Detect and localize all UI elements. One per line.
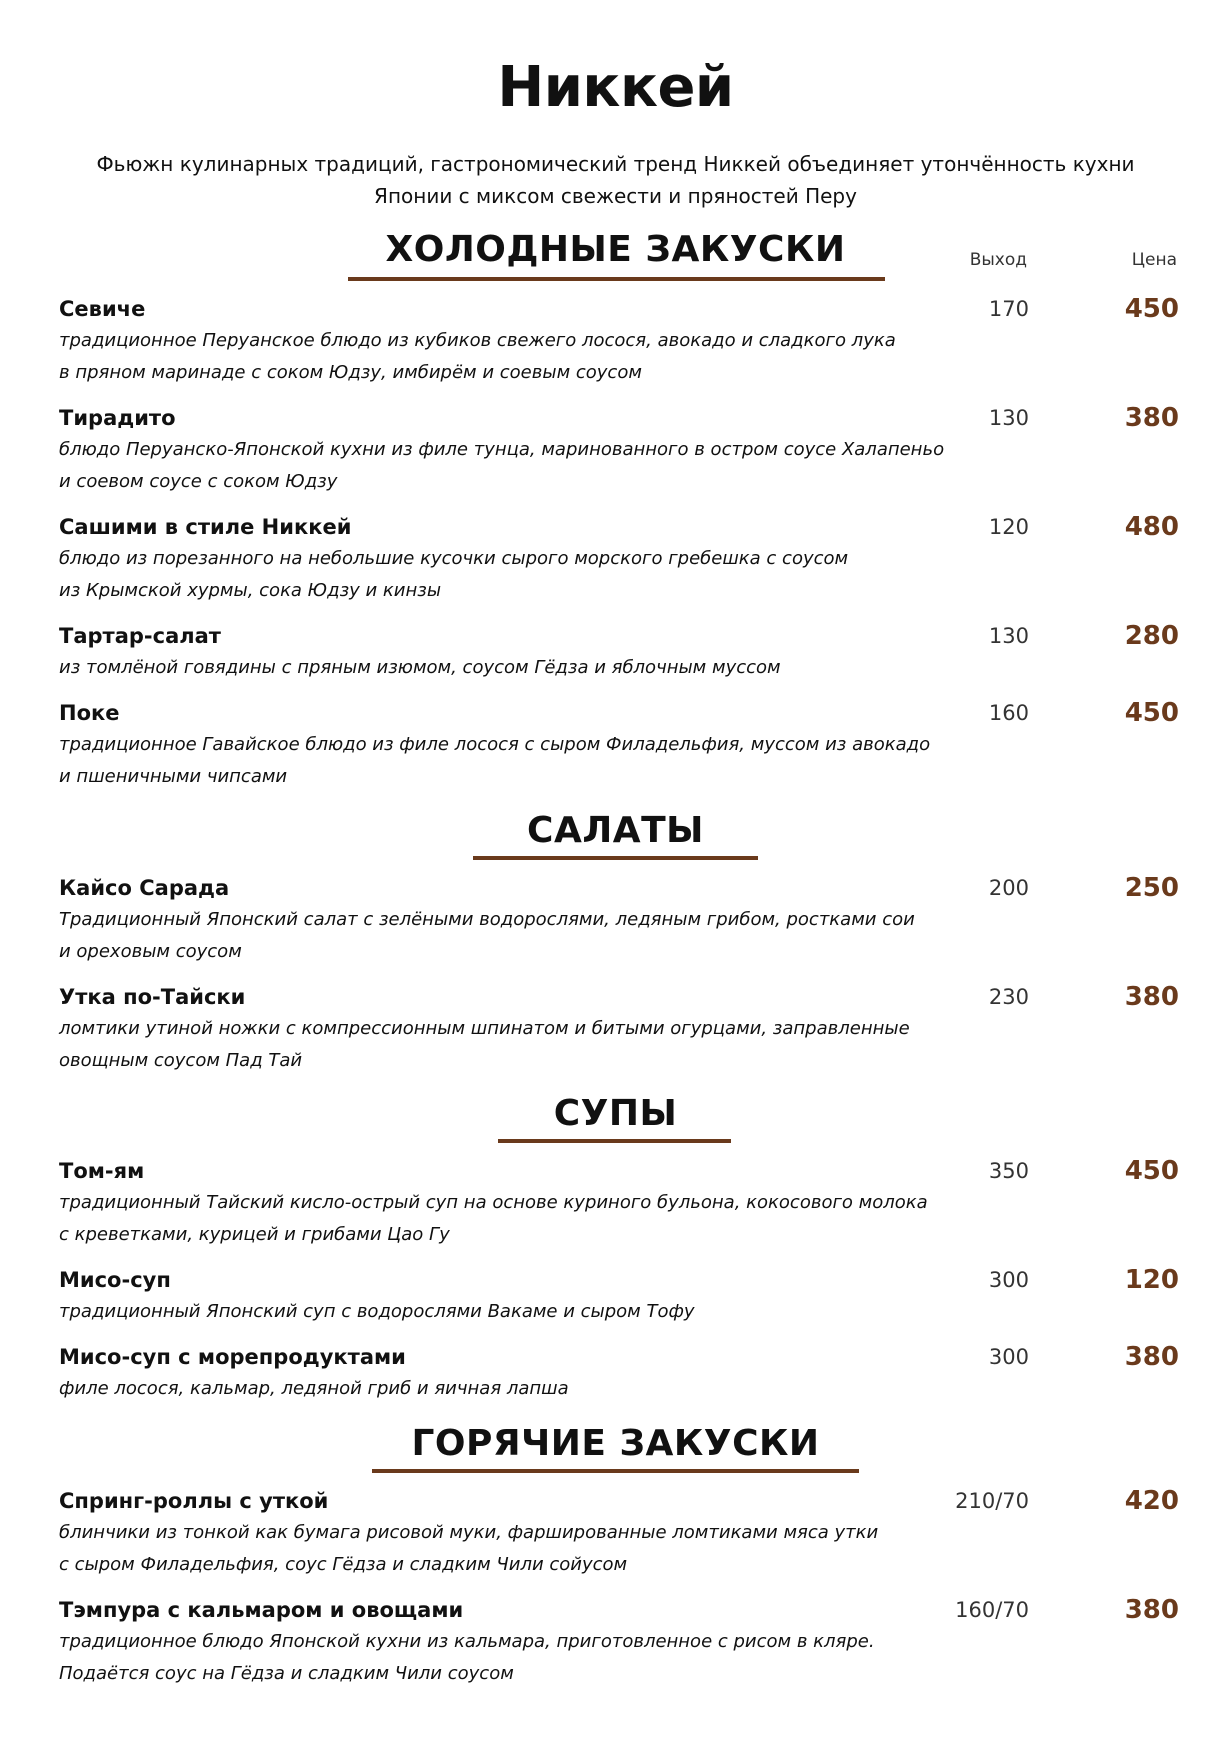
item-price: 420 [1124, 1486, 1179, 1516]
menu-item-tartar-salad [59, 620, 1179, 684]
item-price: 380 [1124, 982, 1179, 1012]
menu-item-tom-yam [59, 1155, 1179, 1251]
item-price: 480 [1124, 512, 1179, 542]
item-weight: 170 [988, 297, 1029, 321]
item-name: Тартар-салат [59, 624, 221, 648]
item-description-line: и пшеничными чипсами [59, 766, 288, 787]
item-description-line: традиционное блюдо Японской кухни из кальмара, приготовленное с рисом в кляре. [59, 1631, 875, 1652]
menu-item-ceviche [59, 293, 1179, 389]
menu-item-poke [59, 697, 1179, 793]
item-description-line: Традиционный Японский салат с зелёными водорослями, ледяным грибом, ростками сои [59, 909, 915, 930]
item-price: 450 [1124, 294, 1179, 324]
item-weight: 210/70 [955, 1489, 1029, 1513]
section-heading-salads: САЛАТЫ [527, 810, 704, 851]
item-price: 120 [1124, 1265, 1179, 1295]
menu-item-duck-spring-rolls [59, 1485, 1179, 1581]
page-subtitle [60, 148, 1171, 212]
item-weight: 130 [988, 406, 1029, 430]
item-weight: 120 [988, 515, 1029, 539]
item-description-line: и ореховым соусом [59, 941, 242, 962]
item-name: Тэмпура с кальмаром и овощами [59, 1598, 464, 1622]
section-underline [372, 1469, 859, 1473]
item-price: 380 [1124, 1595, 1179, 1625]
item-description-line: блинчики из тонкой как бумага рисовой муки, фаршированные ломтиками мяса утки [59, 1522, 879, 1543]
menu-item-seafood-miso-soup [59, 1341, 1179, 1405]
item-weight: 230 [988, 985, 1029, 1009]
item-name: Поке [59, 701, 120, 725]
item-weight: 160 [988, 701, 1029, 725]
item-weight: 130 [988, 624, 1029, 648]
item-description-line: традиционное Перуанское блюдо из кубиков свежего лосося, авокадо и сладкого лука [59, 330, 896, 351]
item-weight: 350 [988, 1159, 1029, 1183]
weight-column-header: Выход [969, 250, 1027, 270]
item-price: 250 [1124, 873, 1179, 903]
item-description-line: в пряном маринаде с соком Юдзу, имбирём и соевым соусом [59, 362, 642, 383]
item-weight: 300 [988, 1345, 1029, 1369]
item-price: 280 [1124, 621, 1179, 651]
item-description-line: с сыром Филадельфия, соус Гёдза и сладким Чили сойусом [59, 1554, 628, 1575]
item-description-line: овощным соусом Пад Тай [59, 1050, 303, 1071]
page-title: Никкей [497, 55, 734, 120]
price-column-header: Цена [1131, 250, 1177, 270]
section-underline [498, 1139, 731, 1143]
subtitle-line: Фьюжн кулинарных традиций, гастрономический тренд Никкей объединяет утончённость кухни [96, 152, 1135, 176]
item-price: 380 [1124, 403, 1179, 433]
item-name: Севиче [59, 297, 146, 321]
section-underline [348, 277, 885, 281]
item-name: Мисо-суп с морепродуктами [59, 1345, 406, 1369]
item-description-line: из томлёной говядины с пряным изюмом, соусом Гёдза и яблочным муссом [59, 657, 781, 678]
item-description-line: филе лосося, кальмар, ледяной гриб и яичная лапша [59, 1378, 569, 1399]
item-name: Кайсо Сарада [59, 876, 230, 900]
item-description-line: блюдо Перуанско-Японской кухни из филе тунца, маринованного в остром соусе Халапеньо [59, 439, 945, 460]
item-name: Спринг-роллы с уткой [59, 1489, 329, 1513]
item-description-line: из Крымской хурмы, сока Юдзу и кинзы [59, 580, 442, 601]
menu-item-squid-tempura [59, 1594, 1179, 1690]
section-heading-cold-appetizers: ХОЛОДНЫЕ ЗАКУСКИ [385, 229, 846, 270]
item-name: Тирадито [59, 406, 176, 430]
menu-item-tiradito [59, 402, 1179, 498]
item-price: 450 [1124, 698, 1179, 728]
item-description-line: традиционный Тайский кисло-острый суп на основе куриного бульона, кокосового молока [59, 1192, 928, 1213]
menu-item-miso-soup [59, 1264, 1179, 1328]
item-price: 380 [1124, 1342, 1179, 1372]
item-weight: 300 [988, 1268, 1029, 1292]
item-description-line: и соевом соусе с соком Юдзу [59, 471, 338, 492]
item-description-line: традиционное Гавайское блюдо из филе лосося с сыром Филадельфия, муссом из авокадо [59, 734, 931, 755]
section-heading-hot-appetizers: ГОРЯЧИЕ ЗАКУСКИ [411, 1423, 820, 1464]
item-description-line: блюдо из порезанного на небольшие кусочки сырого морского гребешка с соусом [59, 548, 849, 569]
item-description-line: с креветками, курицей и грибами Цао Гу [59, 1224, 450, 1245]
item-weight: 200 [988, 876, 1029, 900]
item-name: Том-ям [59, 1159, 145, 1183]
menu-item-thai-duck [59, 981, 1179, 1077]
item-name: Мисо-суп [59, 1268, 171, 1292]
item-name: Сашими в стиле Никкей [59, 515, 352, 539]
section-heading-soups: СУПЫ [553, 1093, 678, 1134]
item-description-line: Подаётся соус на Гёдза и сладким Чили соусом [59, 1663, 514, 1684]
item-description-line: традиционный Японский суп с водорослями Вакаме и сыром Тофу [59, 1301, 695, 1322]
menu-item-kaiso-sarada [59, 872, 1179, 968]
item-name: Утка по-Тайски [59, 985, 246, 1009]
item-description-line: ломтики утиной ножки с компрессионным шпинатом и битыми огурцами, заправленные [59, 1018, 910, 1039]
menu-item-sashimi-nikkei [59, 511, 1179, 607]
item-weight: 160/70 [955, 1598, 1029, 1622]
subtitle-line: Японии с миксом свежести и пряностей Перу [374, 184, 857, 208]
item-price: 450 [1124, 1156, 1179, 1186]
section-underline [473, 856, 758, 860]
